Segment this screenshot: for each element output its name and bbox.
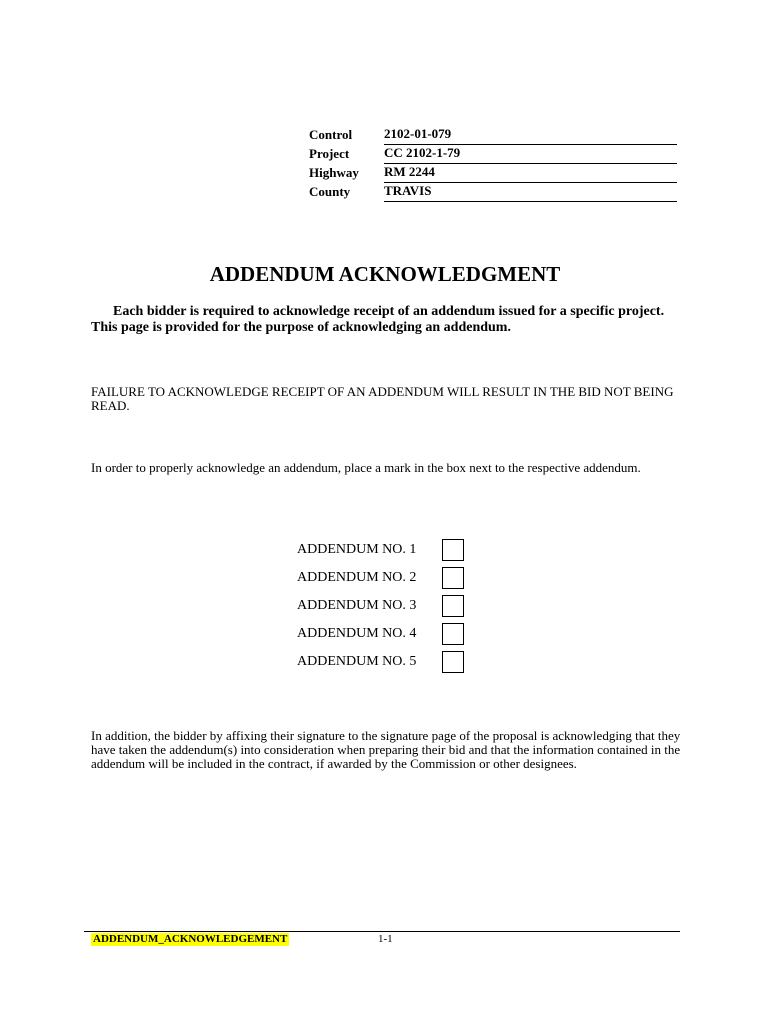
highway-value: RM 2244	[384, 164, 677, 183]
project-label: Project	[309, 146, 350, 161]
addendum-checkbox-2[interactable]	[442, 567, 464, 589]
county-row	[309, 183, 677, 202]
footer-document-label: ADDENDUM_ACKNOWLEDGEMENT	[93, 933, 288, 945]
project-info-table	[309, 126, 677, 202]
control-row	[309, 126, 677, 145]
addendum-row-2	[297, 564, 477, 592]
addendum-label-4: ADDENDUM NO. 4	[297, 626, 417, 641]
addendum-row-5	[297, 648, 477, 676]
control-label: Control	[309, 127, 353, 142]
addendum-row-1	[297, 536, 477, 564]
footer-divider	[84, 931, 680, 932]
addendum-row-4	[297, 620, 477, 648]
addendum-label-5: ADDENDUM NO. 5	[297, 654, 417, 669]
project-value: CC 2102-1-79	[384, 145, 677, 164]
addendum-checkbox-4[interactable]	[442, 623, 464, 645]
addendum-checkbox-5[interactable]	[442, 651, 464, 673]
county-value: TRAVIS	[384, 183, 677, 202]
highway-label: Highway	[309, 165, 359, 180]
intro-paragraph: Each bidder is required to acknowledge receipt of an addendum issued for a specific project. This page is provided for the purpose of acknowledging an addendum.	[91, 304, 665, 335]
addendum-label-3: ADDENDUM NO. 3	[297, 598, 417, 613]
footer-page-number: 1-1	[378, 933, 393, 945]
addendum-row-3	[297, 592, 477, 620]
county-label: County	[309, 184, 351, 199]
addendum-label-1: ADDENDUM NO. 1	[297, 542, 417, 557]
addendum-checkbox-1[interactable]	[442, 539, 464, 561]
closing-paragraph: In addition, the bidder by affixing their signature to the signature page of the proposal is acknowledging that they have taken the addendum(s) into consideration when preparing their bid and that the information contained in the addendum will be included in the contract, if awarded by the Commission or other designees.	[91, 728, 681, 771]
project-row	[309, 145, 677, 164]
warning-paragraph: FAILURE TO ACKNOWLEDGE RECEIPT OF AN ADDENDUM WILL RESULT IN THE BID NOT BEING READ.	[91, 384, 674, 413]
page-title: ADDENDUM ACKNOWLEDGMENT	[209, 262, 561, 286]
addenda-list	[297, 536, 477, 676]
control-value: 2102-01-079	[384, 126, 677, 145]
highway-row	[309, 164, 677, 183]
addendum-checkbox-3[interactable]	[442, 595, 464, 617]
addendum-label-2: ADDENDUM NO. 2	[297, 570, 417, 585]
instruction-paragraph: In order to properly acknowledge an addendum, place a mark in the box next to the respective addendum.	[91, 460, 641, 475]
